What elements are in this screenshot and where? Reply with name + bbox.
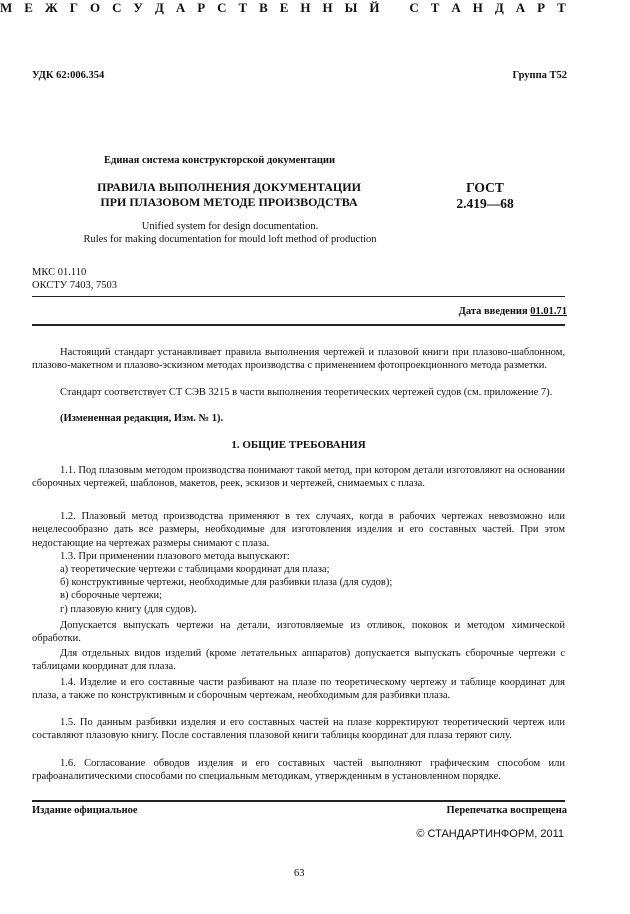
banner-letter: Н [472,0,483,15]
edition-note [32,412,565,425]
banner-letter: С [112,0,122,15]
banner-letter: Т [557,0,566,15]
intro-date-value: 01.01.71 [530,306,567,317]
banner-letter: Ы [344,0,358,15]
preamble-paragraph-1 [32,346,565,373]
preamble-paragraph-2 [32,386,565,399]
english-line-1: Unified system for design documentation. [141,221,319,232]
intro-date [459,306,567,317]
paragraph-1-5-text: 1.5. По данным разбивки изделия и его составных частей на плазе корректируют теоретический чертеж или составляют плазовую книгу. После составления плазовой книги таблицы координат для плаза теряют силу. [32,717,565,742]
paragraph-1-6 [32,757,565,784]
banner-letter: О [89,0,101,15]
banner-letter: Р [537,0,546,15]
mks-code: МКС 01.110 [32,267,87,278]
paragraph-1-3-b [32,647,565,674]
paragraph-1-1-text: 1.1. Под плазовым методом производства понимают такой метод, при котором детали изготовляют на основании сборочных чертежей, шаблонов, макетов, реек, эскизов и чертежей, снимаемых с плаза. [32,465,565,490]
banner-letter: Н [300,0,311,15]
list-item-a-text: а) теоретические чертежи с таблицами координат для плаза; [60,564,330,575]
edition-note-text: (Измененная редакция, Изм. № 1). [60,413,224,424]
preamble-text-2: Стандарт соответствует СТ СЭВ 3215 в части выполнения теоретических чертежей судов (см. приложение 7). [60,387,553,398]
divider-date [32,324,565,326]
paragraph-1-6-text: 1.6. Согласование обводов изделия и его составных частей выполняют графическим способом или графоаналитическими способами по специальным методикам, утвержденным в установленном порядке. [32,758,565,783]
reprint-prohibited: Перепечатка воспрещена [446,805,567,816]
section-heading: 1. ОБЩИЕ ТРЕБОВАНИЯ [231,439,366,451]
intro-date-label: Дата введения [458,306,528,317]
banner-letter: У [133,0,143,15]
paragraph-1-4 [32,676,565,703]
paragraph-1-2-text: 1.2. Плазовый метод производства применяют в тех случаях, когда в рабочих чертежах невозможно или нецелесообразно дать все размеры, необходимые для изготовления изделия и его составных частей. При этом недостающие на чертежах размеры снимают с плаза. [32,511,565,549]
banner-letter: Д [494,0,504,15]
banner-letter: Г [69,0,78,15]
banner-letter: Е [24,0,33,15]
banner-letter: Т [238,0,248,15]
udk-code: УДК 62:006.354 [32,70,105,81]
system-name: Единая система конструкторской документации [104,155,335,166]
gost-designation [448,180,522,212]
list-item-b [32,576,565,589]
classification-codes [32,266,117,292]
list-item-d [32,603,565,616]
banner-letter: Т [430,0,440,15]
banner-letter: А [515,0,526,15]
banner-letter: С [217,0,227,15]
banner-letter: А [175,0,186,15]
page-number: 63 [294,868,305,879]
banner-letter: Н [322,0,333,15]
english-line-2: Rules for making documentation for mould loft method of production [83,234,377,245]
divider-top [32,296,565,297]
preamble-text-1: Настоящий стандарт устанавливает правила выполнения чертежей и плазовой книги при плазово-шаблонном, плазово-макетном и плазово-эскизном методах производства с применением фотопроекционного метода разметки. [32,347,565,372]
paragraph-1-3 [32,550,565,563]
paragraph-1-3-a-text: Допускается выпускать чертежи на детали, изготовляемые из отливок, поковок и методом химической обработки. [32,620,565,645]
banner-letter: М [0,0,13,15]
official-edition: Издание официальное [32,805,138,816]
list-item-c-text: в) сборочные чертежи; [60,590,163,601]
list-item-a [32,563,565,576]
title-line-1: ПРАВИЛА ВЫПОЛНЕНИЯ ДОКУМЕНТАЦИИ [97,180,361,194]
copyright: © СТАНДАРТИНФОРМ, 2011 [416,828,564,840]
standard-banner [0,0,566,16]
banner-letter: Д [154,0,164,15]
gost-label: ГОСТ [466,180,504,195]
list-item-c [32,589,565,602]
banner-letter: А [451,0,461,15]
paragraph-1-2 [32,510,565,550]
banner-letter: Е [279,0,289,15]
document-title [96,180,362,209]
paragraph-1-1 [32,464,565,491]
banner-letter: Й [369,0,380,15]
paragraph-1-3-b-text: Для отдельных видов изделий (кроме летательных аппаратов) допускается выпускать сборочные чертежи с таблицами координат для плаза. [32,648,565,673]
banner-letter: С [409,0,419,15]
list-item-b-text: б) конструктивные чертежи, необходимые для разбивки плаза (для судов); [60,577,393,588]
group-code: Группа Т52 [512,70,567,81]
banner-letter [391,0,397,16]
okstu-code: ОКСТУ 7403, 7503 [32,280,118,291]
title-line-2: ПРИ ПЛАЗОВОМ МЕТОДЕ ПРОИЗВОДСТВА [100,194,358,209]
divider-footer [32,800,565,802]
paragraph-1-5 [32,716,565,743]
paragraph-1-3-text: 1.3. При применении плазового метода выпускают: [60,551,290,562]
english-title [40,220,420,246]
paragraph-1-4-text: 1.4. Изделие и его составные части разбивают на плазе по теоретическому чертежу и таблице координат для плаза, а также по конструктивным и сборочным чертежам, необходимым для разбивки плаза. [32,677,565,702]
banner-letter: В [259,0,268,15]
banner-letter: Р [197,0,206,15]
paragraph-1-3-a [32,619,565,646]
gost-number: 2.419—68 [456,196,514,211]
list-item-d-text: г) плазовую книгу (для судов). [60,604,197,615]
banner-letter: Ж [44,0,58,15]
